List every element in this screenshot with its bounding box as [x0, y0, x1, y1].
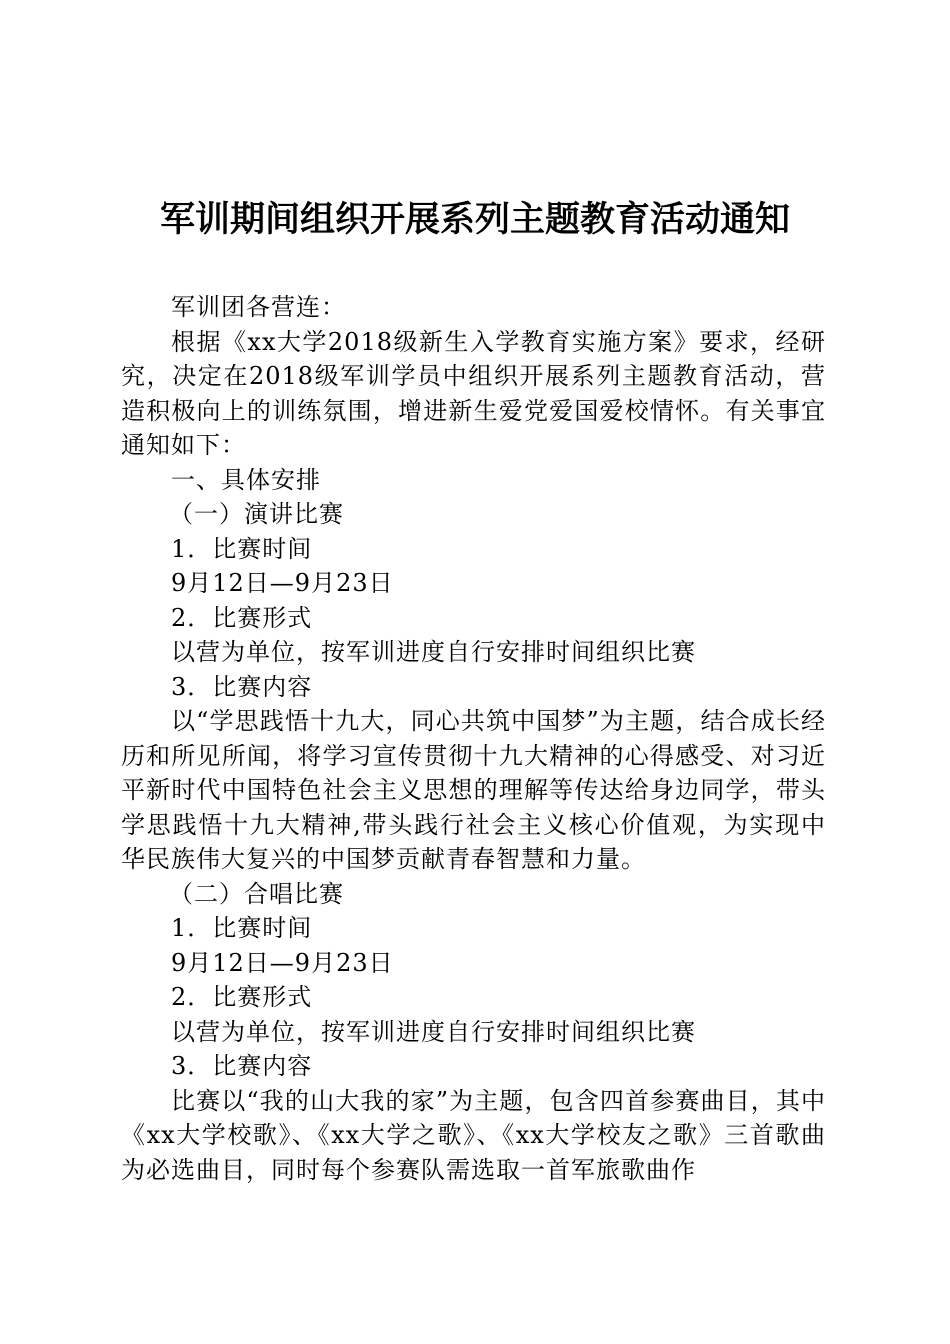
item-heading: 3．比赛内容 — [171, 1052, 313, 1080]
content-paragraph: 比赛以“我的山大我的家”为主题，包含四首参赛曲目，其中《xx大学校歌》、《xx大学之歌》、《xx大学校友之歌》三首歌曲为必选曲目，同时每个参赛队需选取一首军旅歌曲作 — [121, 1086, 826, 1184]
intro-paragraph: 根据《xx大学2018级新生入学教育实施方案》要求，经研究，决定在2018级军训学员中组织开展系列主题教育活动，营造积极向上的训练氛围，增进新生爱党爱国爱校情怀。有关事宜通知如下： — [121, 327, 826, 459]
item-heading: 1．比赛时间 — [171, 534, 313, 563]
content-paragraph: 以“学思践悟十九大，同心共筑中国梦”为主题，结合成长经历和所见所闻，将学习宣传贯彻十九大精神的心得感受、对习近平新时代中国特色社会主义思想的理解等传达给身边同学，带头学思践悟十九大精神,带头践行社会主义核心价值观，为实现中华民族伟大复兴的中国梦贡献青春智慧和力量。 — [121, 707, 826, 873]
item-heading: 3．比赛内容 — [171, 672, 313, 701]
subsection-heading: （一）演讲比赛 — [169, 500, 344, 528]
item-heading: 1．比赛时间 — [171, 914, 313, 942]
document-title: 军训期间组织开展系列主题教育活动通知 — [159, 199, 790, 240]
subsection-heading: （二）合唱比赛 — [169, 879, 344, 908]
document-body — [121, 290, 826, 1187]
item-text: 以营为单位，按军训进度自行安排时间组织比赛 — [171, 638, 696, 666]
item-heading: 2．比赛形式 — [171, 603, 313, 632]
item-text: 9月12日—9月23日 — [171, 569, 394, 597]
item-heading: 2．比赛形式 — [171, 983, 313, 1011]
salutation: 军训团各营连： — [171, 293, 346, 321]
item-text: 9月12日—9月23日 — [171, 948, 394, 977]
item-text: 以营为单位，按军训进度自行安排时间组织比赛 — [171, 1017, 696, 1046]
section-heading: 一、具体安排 — [171, 465, 321, 494]
